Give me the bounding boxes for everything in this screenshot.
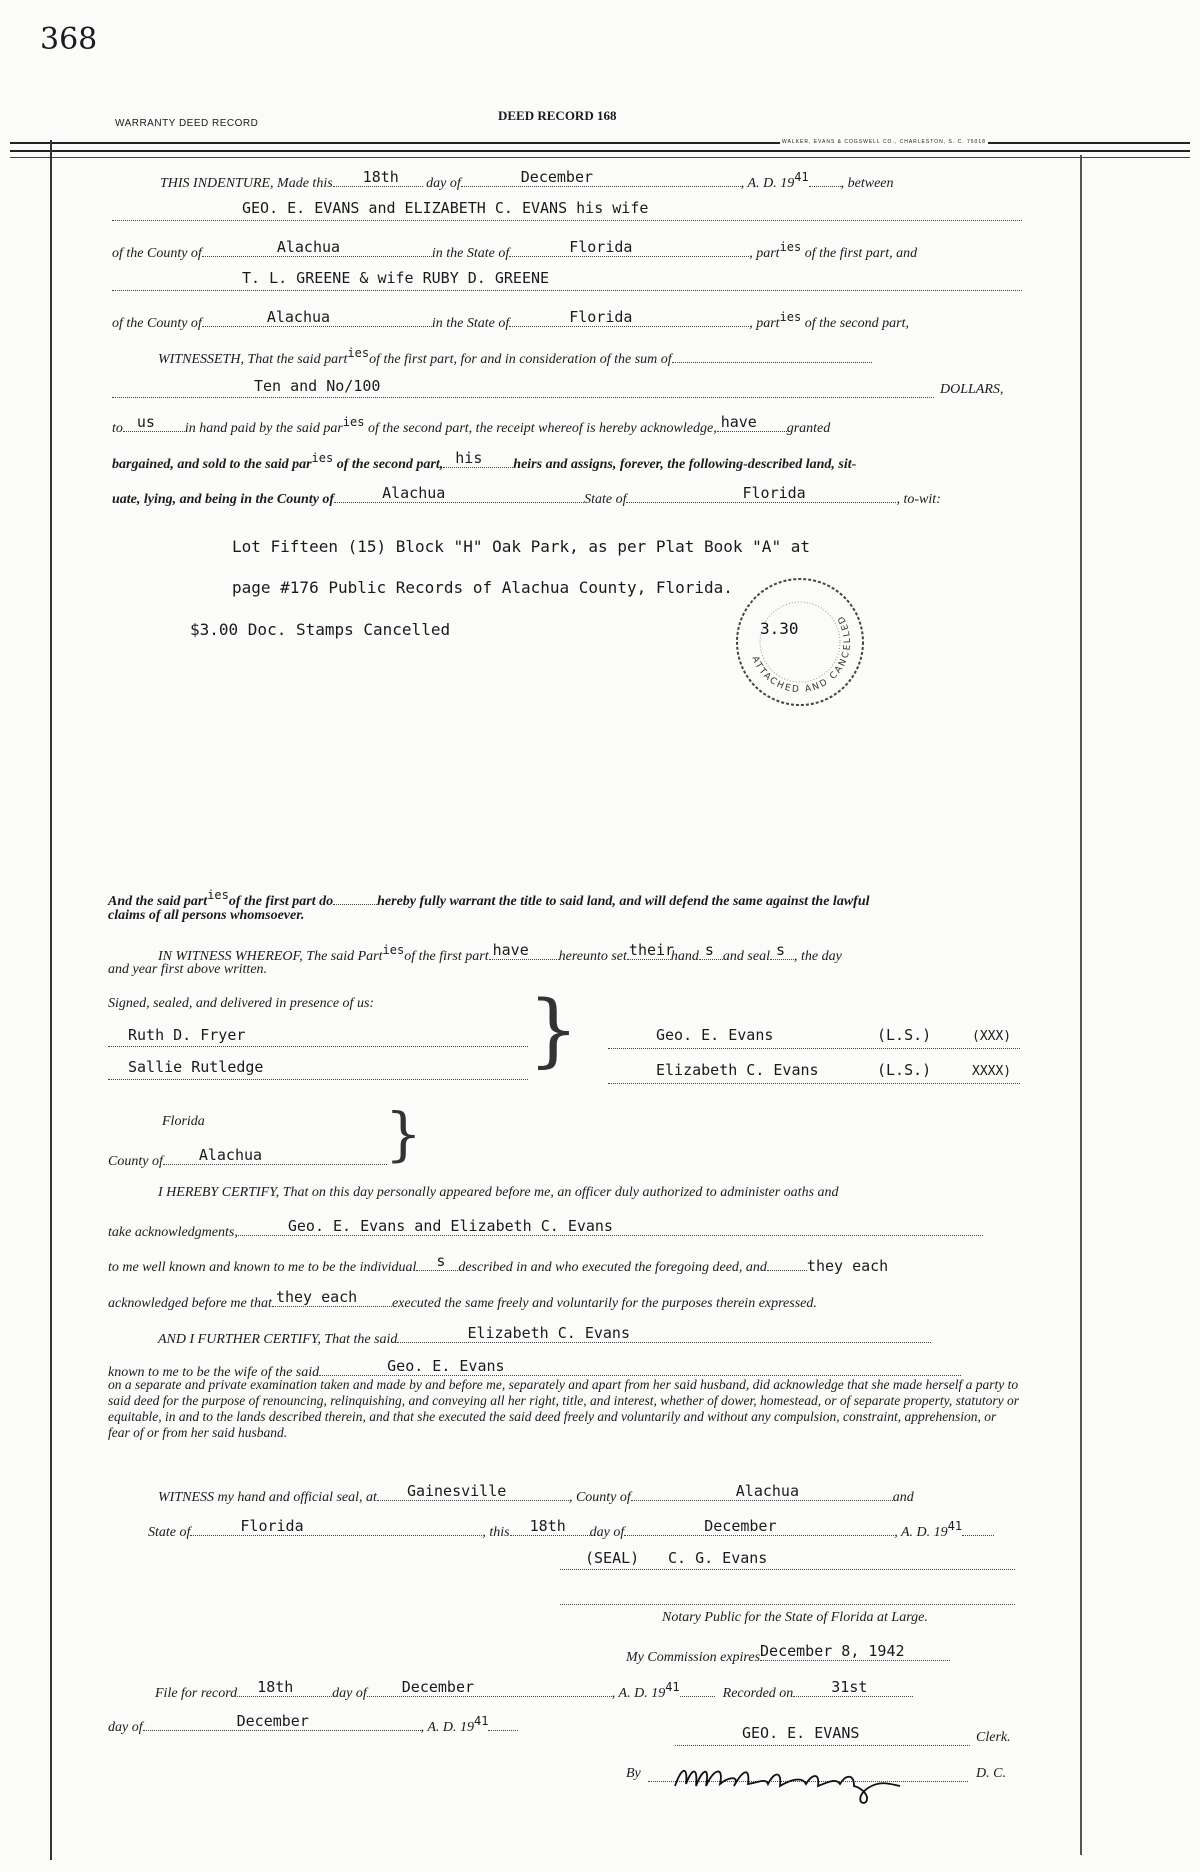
indenture-line: THIS INDENTURE, Made this 18th day of December , A. D. 1941 , between [160, 168, 894, 191]
further-certify-line: AND I FURTHER CERTIFY, That the said Elizabeth C. Evans [158, 1328, 931, 1348]
privy-examination-text: on a separate and private examination taken and made by and before me, separately and apart from her said husband, did acknowledge that she made herself a party to said deed for the purpose of renouncing, relinquishing, and conveying all her right, title, and interest, whether of dower, homestead, or of separate property, statutory or equitable, in and to the lands described therein, and that she executed the said deed freely and voluntarily and without any compulsion, constraint, apprehension, or fear of or from her said husband. [108, 1377, 1020, 1440]
margin-line-left [50, 140, 52, 1860]
by-label: By [626, 1766, 641, 1781]
page-number: 368 [40, 22, 98, 57]
stamp-amount: 3.30 [760, 619, 799, 638]
notary-caption: Notary Public for the State of Florida at Large. [662, 1610, 928, 1625]
header-rule [10, 150, 1190, 152]
paid-line: to us in hand paid by the said paries of the second part, the receipt whereof is hereby acknowledge, have granted [112, 413, 831, 436]
grantor-county-line: of the County of Alachua in the State of Florida , parties of the first part, and [112, 238, 918, 261]
commission-line: My Commission expires December 8, 1942 [626, 1646, 950, 1666]
grantor-signature: Geo. E. Evans [656, 1026, 774, 1044]
bargained-line: bargained, and sold to the said paries of the second part, his heirs and assigns, forever, the following-described land, sit- [112, 449, 857, 472]
presence-caption: Signed, sealed, and delivered in presence of us: [108, 996, 375, 1011]
header-rule [10, 157, 1190, 158]
day-field: 18th [362, 168, 399, 186]
clerk-name: GEO. E. EVANS [742, 1724, 860, 1742]
ack-state: Florida [162, 1114, 205, 1129]
known-line: to me well known and known to me to be the individual s described in and who executed the foregoing deed, and they each [108, 1252, 889, 1275]
consideration-sum: Ten and No/100 [254, 377, 381, 395]
notary-seal: (SEAL) [585, 1549, 640, 1567]
acknowledged-line: acknowledged before me that they each executed the same freely and voluntarily for the purposes therein expressed. [108, 1288, 817, 1311]
grantor-signature: Elizabeth C. Evans [656, 1061, 819, 1079]
month-field: December [520, 168, 594, 186]
known-wife-line: known to me to be the wife of the said Geo. E. Evans [108, 1361, 961, 1381]
witness-signature: Sallie Rutledge [128, 1058, 264, 1076]
deputy-clerk-signature [670, 1756, 920, 1806]
grantee-county-line: of the County of Alachua in the State of Florida , parties of the second part, [112, 308, 909, 331]
margin-line-right [1080, 155, 1082, 1855]
cancellation-stamp [732, 574, 868, 710]
witness-signature: Ruth D. Fryer [128, 1026, 246, 1044]
warranty-line: And the said partiesof the first part do hereby fully warrant the title to said land, and will defend the same against the lawful [108, 888, 870, 909]
witness-whereof-line: IN WITNESS WHEREOF, The said Partiesof the first part have hereunto set their hand s and seal s , the day [158, 941, 842, 964]
take-ack-line: take acknowledgments, Geo. E. Evans and Elizabeth C. Evans [108, 1221, 983, 1241]
grantors: GEO. E. EVANS and ELIZABETH C. EVANS his wife [242, 199, 649, 217]
witness-hand-line: WITNESS my hand and official seal, at Gainesville , County of Alachua and [158, 1482, 914, 1505]
witnesseth-line: WITNESSETH, That the said partiesof the first part, for and in consideration of the sum of [158, 348, 872, 368]
svg-text:MRedden berry: MRedden berry [670, 1756, 677, 1757]
state-date-line: State of Florida , this 18th day of December , A. D. 1941 [148, 1521, 994, 1541]
land-description-line: page #176 Public Records of Alachua County, Florida. [232, 578, 733, 597]
ack-county-line: County of Alachua [108, 1150, 387, 1170]
header-rule [10, 142, 1190, 144]
printer-imprint: WALKER, EVANS & COGSWELL CO., CHARLESTON, S. C. 75018 [782, 139, 986, 145]
land-description-line: Lot Fifteen (15) Block "H" Oak Park, as per Plat Book "A" at [232, 537, 810, 556]
grantees: T. L. GREENE & wife RUBY D. GREENE [242, 269, 550, 287]
deed-record-page: 368 WARRANTY DEED RECORD DEED RECORD 168 WALKER, EVANS & COGSWELL CO., CHARLESTON, S. C. 75018 THIS INDENTURE, Made this 18th day of December , A. D. 1941 , between GEO. E. EVANS and ELIZABETH C. EVANS his wife of the County of Alachua in the State of Florida , parties of the first part, and T. L. GREENE & wife RUBY D. GREENE of the County of Alachua in the State of Florida , parties of the second part, WITNESSETH, That the said partiesof the first part, for and in consideration of the sum of Ten and No/100 DOLLARS, to us in hand paid by the said paries of the second part, the receipt whereof is hereby acknowledge, have granted bargained, and sold to the said paries of the second part, his heirs and assigns, forever, the following-described land, sit- uate, lying, and being in the County of Alachua State of Florida , to-wit: Lot Fifteen (15) Block "H" Oak Park, as per Plat Book "A" at page #176 Public Records of Alachua County, Florida. $3.00 Doc. Stamps Cancelled ATTACHED AND CANCELLED 3.30 And the said partiesof the first part do hereby fully warrant the title to said land, and will defend the same against the lawful claims of all persons whomsoever. IN WITNESS WHEREOF, The said Partiesof the first part have hereunto set their hand s and seal s , the day and year first above written. Signed, sealed, and delivered in presence of us: Ruth D. Fryer Sallie Rutledge } Geo. E. Evans (L.S.) (XXX) Elizabeth C. Evans (L.S.) XXXX) Florida County of Alachua } I HEREBY CERTIFY, That on this day personally appeared before me, an officer duly authorized to administer oaths and take acknowledgments, Geo. E. Evans and Elizabeth C. Evans to me well known and known to me to be the individual s described in and who executed the foregoing deed, and they each acknowledged before me that they each executed the same freely and voluntarily for the purposes therein expressed. AND I FURTHER CERTIFY, That the said Elizabeth C. Evans known to me to be the wife of the said Geo. E. Evans on a separate and private examination taken and made by and before me, separately and apart from her said husband, did acknowledge that she made herself a party to said deed for the purpose of renouncing, relinquishing, and conveying all her right, title, and interest, whether of dower, homestead, or of separate property, statutory or equitable, in and to the lands described therein, and that she executed the said deed freely and voluntarily and without any compulsion, constraint, apprehension, or fear of or from her said husband. WITNESS my hand and official seal, at Gainesville , County of Alachua and State of Florida , this 18th day of December , A. D. 1941 (SEAL) C. G. Evans Notary Public for the State of Florida at Large. My Commission expires December 8, 1942 File for record 18th day of December , A. D. 1941 Recorded on 31st day of December , A. D. 1941 GEO. E. EVANS Clerk. By D. C. MRedden berry [0, 0, 1200, 1872]
header-left: WARRANTY DEED RECORD [115, 118, 259, 129]
stamp-ring-text: ATTACHED AND CANCELLED [749, 612, 854, 696]
doc-stamps-note: $3.00 Doc. Stamps Cancelled [190, 620, 451, 639]
file-record-line: File for record 18th day of December , A. D. 1941 Recorded on 31st [155, 1682, 913, 1702]
signature-brace: } [528, 983, 579, 1076]
recorded-date-line: day of December , A. D. 1941 [108, 1716, 518, 1736]
header-title: DEED RECORD 168 [498, 108, 617, 123]
situate-line: uate, lying, and being in the County of Alachua State of Florida , to-wit: [112, 484, 941, 507]
certify-line: I HEREBY CERTIFY, That on this day personally appeared before me, an officer duly authorized to administer oaths and [158, 1185, 839, 1200]
notary-name: C. G. Evans [668, 1549, 768, 1567]
